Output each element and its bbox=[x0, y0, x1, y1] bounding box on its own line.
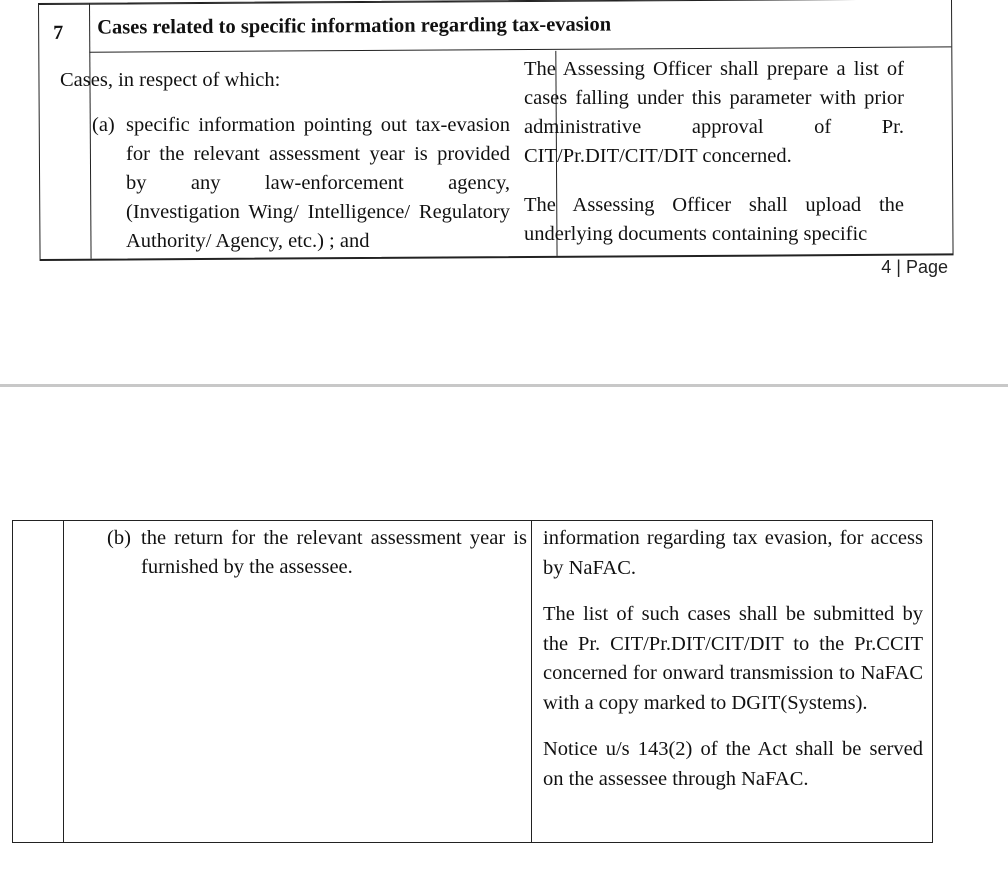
procedure-cell-continued bbox=[543, 524, 923, 811]
item-a-text: specific information pointing out tax-evasion for the relevant assessment year is provided by any law-enforcement agency, (Investigation Wing/ Intelligence/ Regulatory Authority/ Agency, etc.) ; and bbox=[126, 114, 510, 252]
row-heading: Cases related to specific information regarding tax-evasion bbox=[97, 13, 612, 39]
item-b-label: (b) bbox=[107, 527, 131, 549]
item-b-text: the return for the relevant assessment year is furnished by the assessee. bbox=[141, 527, 527, 578]
table-previous-row-edge bbox=[39, 0, 951, 5]
page-number: 4 | Page bbox=[881, 257, 948, 277]
row-divider bbox=[89, 46, 951, 52]
column-divider-main bbox=[531, 521, 532, 842]
procedure-cell bbox=[524, 55, 904, 269]
condition-cell-continued bbox=[107, 524, 527, 582]
document-page-upper bbox=[0, 0, 1008, 384]
condition-item-b bbox=[107, 524, 527, 582]
condition-item-a bbox=[92, 111, 510, 256]
column-divider-serial bbox=[63, 521, 64, 842]
document-page-lower bbox=[0, 387, 1008, 875]
row-serial-number: 7 bbox=[53, 21, 64, 44]
condition-intro: Cases, in respect of which: bbox=[60, 69, 281, 91]
procedure-paragraph-2: The Assessing Officer shall upload the underlying documents containing specific bbox=[524, 194, 904, 245]
criteria-table-lower bbox=[12, 520, 933, 843]
condition-cell bbox=[60, 66, 510, 256]
procedure-paragraph-1: The Assessing Officer shall prepare a list of cases falling under this parameter with prior administrative approval of Pr. CIT/Pr.DIT/CIT/DIT concerned. bbox=[524, 58, 904, 167]
procedure-paragraph-notice: Notice u/s 143(2) of the Act shall be served on the assessee through NaFAC. bbox=[543, 738, 923, 790]
procedure-paragraph-submission: The list of such cases shall be submitted by the Pr. CIT/Pr.DIT/CIT/DIT to the Pr.CCIT concerned for onward transmission to NaFAC with a copy marked to DGIT(Systems). bbox=[543, 603, 923, 714]
item-a-label: (a) bbox=[92, 114, 115, 136]
procedure-paragraph-continued: information regarding tax evasion, for access by NaFAC. bbox=[543, 527, 923, 579]
